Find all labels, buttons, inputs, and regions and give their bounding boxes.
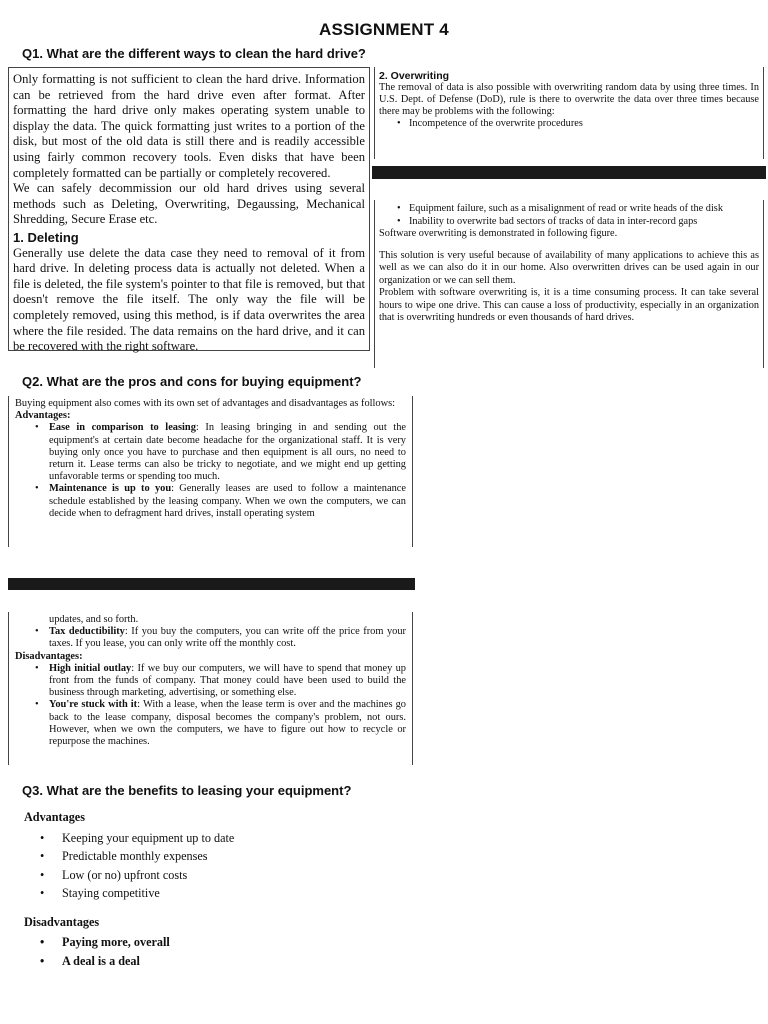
question-2: Q2. What are the pros and cons for buying equipment?: [22, 374, 362, 389]
q1-solution-paragraph: This solution is very useful because of availability of many applications to achieve this as well as we can also do it in our home. Also overwritten drives can be used again in our organization or we can sell them.: [379, 249, 759, 286]
redaction-bar: [372, 166, 766, 179]
item-text: : Generally leases are used to follow a maintenance schedule established by the leasing company. When we own the computers, we can decide when to defragment hard drives, install operating system: [49, 483, 407, 519]
list-item: • Low (or no) upfront costs: [24, 866, 524, 885]
q1-overwriting-box-top: [374, 67, 764, 159]
list-item: [15, 483, 406, 520]
q3-disadvantages-list: [24, 933, 524, 970]
item-term: Maintenance is up to you: [49, 483, 172, 495]
list-item: • A deal is a deal: [24, 952, 524, 971]
q3-advantages-list: [24, 829, 524, 903]
item-term: You're stuck with it: [49, 699, 138, 711]
list-item: • Equipment failure, such as a misalignment of read or write heads of the disk: [379, 203, 759, 216]
list-item: [15, 699, 406, 748]
list-item: [15, 422, 406, 483]
q2-continuation: updates, and so forth.: [49, 614, 139, 625]
q2-disadvantages-label: Disadvantages:: [15, 650, 83, 662]
item-text: : In leasing bringing in and sending out the equipment's at certain date become headache for the organizational staff. It is very buying only once you have to purchase and then equipment is all ours, no need to return it. Lease terms can also be tricky to negotiate, and we might end up getting unfavorable terms or spending too much.: [49, 422, 406, 483]
list-item: • Incompetence of the overwrite procedures: [379, 118, 759, 130]
list-item: [15, 663, 406, 700]
page-title: ASSIGNMENT 4: [319, 20, 449, 39]
q1-methods-paragraph: We can safely decommission our old hard drives using several methods such as Deleting, Overwriting, Degaussing, Mechanical Shredding, Secure Erase etc.: [13, 181, 365, 227]
q2-intro: Buying equipment also comes with its own set of advantages and disadvantages as follows:: [15, 398, 396, 409]
q3-disadvantages-label: Disadvantages: [24, 914, 100, 929]
q2-box-bottom: [8, 612, 413, 765]
q2-advantages-list-cont: [15, 626, 406, 650]
question-1: Q1. What are the different ways to clean the hard drive?: [22, 46, 366, 61]
question-3: Q3. What are the benefits to leasing your equipment?: [22, 783, 352, 798]
item-text: : If we buy our computers, we will have to spend that money up front from the funds of company. That money could have been used to build the business through marketing, advertising, or something else.: [49, 662, 406, 699]
q2-box-top: [8, 396, 413, 547]
q1-deleting-box: [8, 67, 370, 354]
item-text: : With a lease, when the lease term is over and the machines go back to the lease company, disposal becomes the company's problem, not ours. However, when we own the computers, we have to figure out how to recycle or repurpose the machines.: [49, 699, 406, 748]
q1-overwriting-box-bottom: [374, 200, 764, 368]
list-item: [15, 626, 406, 650]
q1-intro-paragraph: Only formatting is not sufficient to clean the hard drive. Information can be retrieved from the hard drive even after format. After formatting the hard drive only makes operating system unable to display the data. The quick formatting just writes to a portion of the disk, but most of the old data is still there and is readily accessible using fairly common recovery tools. Even disks that have been completely formatted can be partially or completely recovered.: [13, 72, 365, 180]
q2-advantages-label: Advantages:: [15, 410, 71, 422]
q1-overwrite-problems-list-a: [379, 118, 759, 130]
item-term: High initial outlay: [49, 662, 132, 674]
q1-overwriting-paragraph: The removal of data is also possible with overwriting random data by using three times. In U.S. Dept. of Defense (DoD), rule is there to overwrite the data over three times because there may be problems with the following:: [379, 82, 759, 117]
q1-problem-paragraph: Problem with software overwriting is, it is a time consuming process. It can take several hours to wipe one drive. This can cause a loss of productivity, especially in an organization that is overwriting hundreds or even thousands of hard drives.: [379, 287, 759, 323]
list-item: • Paying more, overall: [24, 933, 524, 952]
list-item: • Predictable monthly expenses: [24, 847, 524, 866]
q3-body: [24, 808, 524, 980]
q1-overwrite-problems-list-b: [379, 203, 759, 228]
list-item: • Staying competitive: [24, 884, 524, 903]
q1-deleting-paragraph: Generally use delete the data case they need to removal of it from hard drive. In deleting process data is actually not deleted. When a file is deleted, the file system's pointer to that file is removed, but that doesn't remove the file itself. The only way the file will be completely removed, using this method, is if data overwrites the area where the file resided. The data remains on the hard drive, and it can be recovered with the right software.: [13, 245, 365, 354]
q1-overwriting-heading: 2. Overwriting: [379, 70, 450, 82]
q1-deleting-heading: 1. Deleting: [13, 229, 79, 245]
q3-advantages-label: Advantages: [24, 810, 85, 824]
item-term: Ease in comparison to leasing: [49, 422, 196, 434]
q2-advantages-list: [15, 422, 406, 520]
list-item: • Keeping your equipment up to date: [24, 829, 524, 848]
item-text: : If you buy the computers, you can write off the price from your taxes. If you lease, you can only write off the monthly cost.: [49, 626, 406, 650]
redaction-bar: [8, 578, 415, 590]
list-item: • Inability to overwrite bad sectors of tracks of data in inter-record gaps: [379, 216, 759, 229]
q2-disadvantages-list: [15, 663, 406, 748]
q1-figure-note: Software overwriting is demonstrated in following figure.: [379, 228, 618, 239]
item-term: Tax deductibility: [49, 626, 125, 638]
